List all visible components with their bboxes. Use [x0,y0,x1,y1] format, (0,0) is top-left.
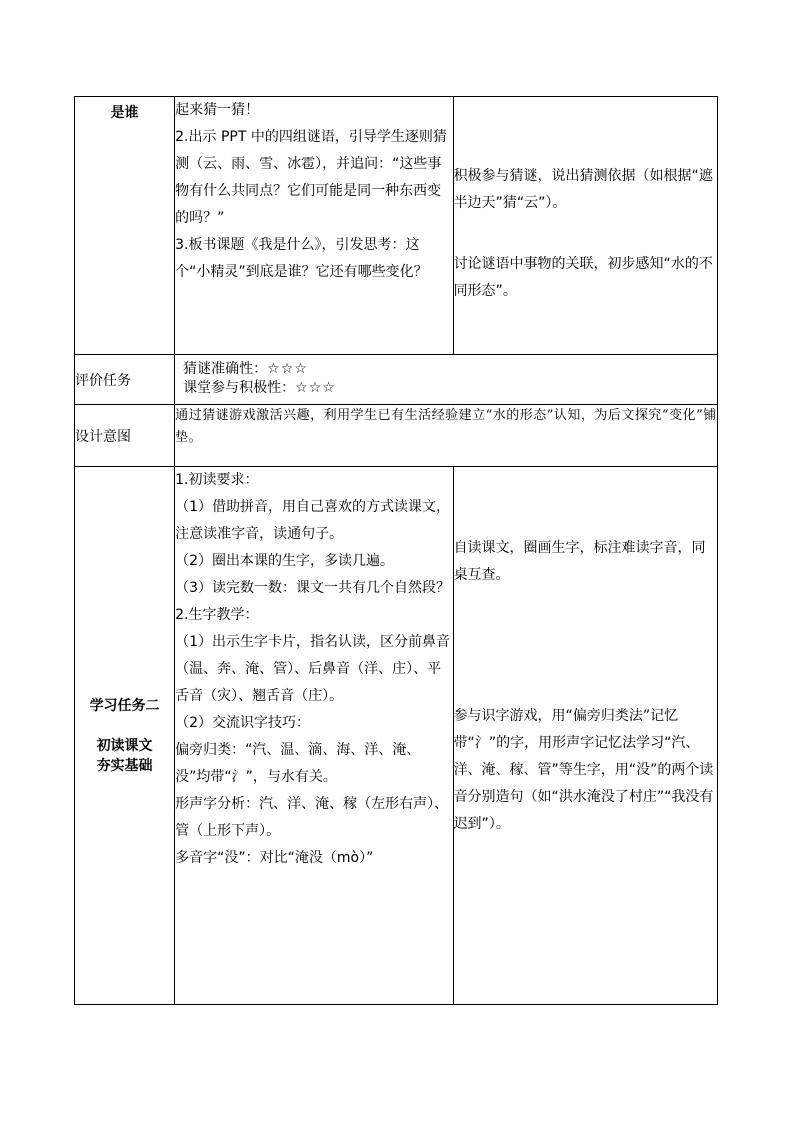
row-label-cell [75,97,175,355]
paragraph: 自读课文，圈画生字，标注难读字音，同桌互查。 [453,540,706,583]
paragraph: 3.板书课题《我是什么》，引发思考：这个“小精灵”到底是谁？它还有哪些变化？ [175,237,428,280]
row-evaluation [75,355,718,405]
row-label-cell [75,467,175,1005]
paragraph: 2.生字教学： [175,607,259,623]
evaluation-item: 课堂参与积极性：☆☆☆ [183,380,336,396]
row-label: 是谁 [110,105,139,121]
paragraph: 积极参与猜谜，说出猜测依据（如根据“遮半边天”猜“云”）。 [453,168,713,211]
row-label-cell [75,405,175,467]
paragraph: （1）出示生字卡片，指名认读，区分前鼻音（温、奔、淹、管）、后鼻音（洋、庄）、平舌音（灾）、翘舌音（庄）。 [175,634,451,704]
row-design-intent [75,405,718,467]
star-rating: ☆☆☆ [295,380,336,396]
row-label-cell [75,355,175,405]
paragraph: 1.初读要求： [175,472,259,488]
design-intent-text: 通过猜谜游戏激活兴趣，利用学生已有生活经验建立“水的形态”认知，为后文探究“变化”铺垫。 [175,408,717,445]
star-rating: ☆☆☆ [267,361,308,377]
paragraph: （2）圈出本课的生字，多读几遍。 [175,553,395,569]
evaluation-item: 猜谜准确性：☆☆☆ [183,361,308,377]
teacher-activity-cell [175,467,453,1005]
task-title-line: 夯实基础 [96,757,153,774]
paragraph: 多音字“没”：对比“淹没（mò）” [175,850,374,866]
row-label: 设计意图 [75,428,131,445]
student-activity-cell [453,97,717,355]
paragraph: （3）读完数一数：课文一共有几个自然段？ [175,580,451,596]
task-number: 学习任务二 [89,697,160,714]
evaluation-cell [175,355,718,405]
teacher-activity-cell [175,97,453,355]
row-task-one-continued [75,97,718,355]
paragraph: 形声字分析：汽、洋、淹、稼（左形右声）、管（上形下声）。 [175,796,449,839]
paragraph: 参与识字游戏，用“偏旁归类法”记忆带“氵”的字，用形声字记忆法学习“汽、洋、淹、稼、管”等生字，用“没”的两个读音分别造句（如“洪水淹没了村庄”“我没有迟到”）。 [453,708,714,832]
paragraph: （2）交流识字技巧： [175,715,311,731]
student-activity-cell [453,467,717,1005]
paragraph: 起来猜一猜！ [175,102,260,118]
task-title-line: 初读课文 [96,737,153,754]
lesson-plan-table [74,96,718,1005]
paragraph: （1）借助拼音，用自己喜欢的方式读课文，注意读准字音，读通句子。 [175,499,451,542]
paragraph: 偏旁归类：“汽、温、滴、海、洋、淹、没”均带“氵”，与水有关。 [175,742,421,785]
paragraph: 2.出示 PPT 中的四组谜语，引导学生逐则猜测（云、雨、雪、冰雹），并追问：“这些事物有什么共同点？它们可能是同一种东西变的吗？” [175,129,447,226]
design-intent-cell [175,405,718,467]
row-label: 评价任务 [75,372,131,389]
paragraph: 讨论谜语中事物的关联，初步感知“水的不同形态”。 [453,256,713,299]
row-task-two [75,467,718,1005]
